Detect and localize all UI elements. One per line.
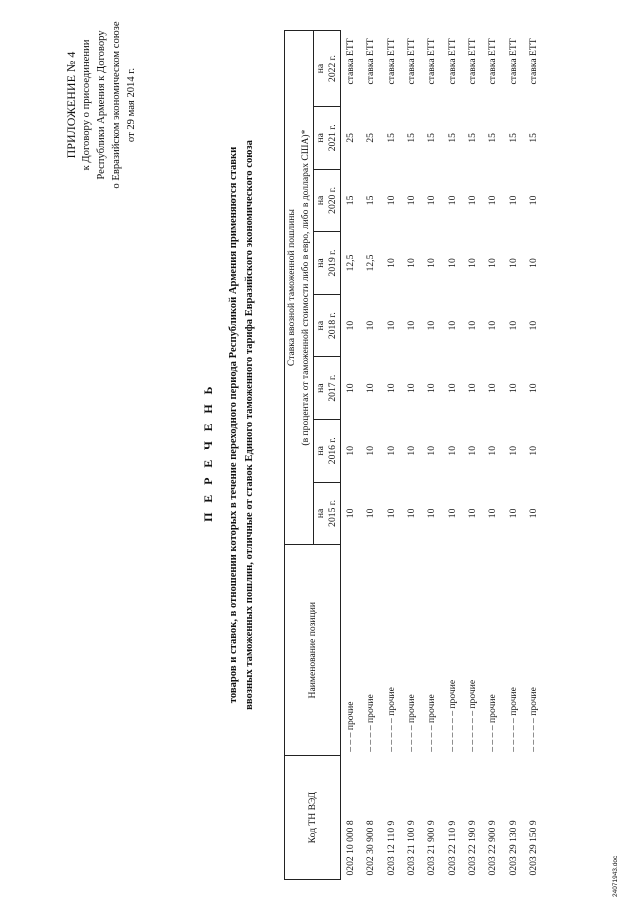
- header-year: [314, 357, 341, 420]
- table-row: [382, 31, 402, 880]
- cell-code: 0203 12 110 9: [385, 820, 397, 876]
- cell-rate: 10: [426, 195, 438, 206]
- cell-name: – – – – – – прочие: [446, 679, 458, 752]
- cell-rate: 10: [487, 446, 499, 456]
- cell-rate: 10: [527, 258, 539, 268]
- cell-rate: 10: [527, 508, 539, 519]
- cell-rate: 10: [487, 383, 499, 393]
- table-row: [503, 31, 523, 880]
- cell-rate: 10: [527, 383, 539, 393]
- appendix-line: о Евразийском экономическом союзе: [111, 21, 122, 189]
- cell-rate: 10: [406, 508, 418, 519]
- cell-rate: 10: [487, 195, 499, 206]
- appendix-title: ПРИЛОЖЕНИЕ № 4: [64, 51, 78, 159]
- header-year-prefix: на: [315, 508, 326, 519]
- cell-rate: 10: [466, 508, 478, 519]
- cell-rate: 10: [466, 320, 478, 331]
- cell-rate: 15: [446, 133, 458, 143]
- cell-rate: 10: [406, 320, 418, 331]
- cell-name: – – – – прочие: [426, 694, 438, 752]
- cell-rate: 15: [507, 133, 519, 143]
- cell-name: – – – – – прочие: [385, 687, 397, 752]
- document-heading: П Е Р Е Ч Е Н Ь: [201, 383, 215, 522]
- header-year: [314, 31, 341, 107]
- cell-rate: ставка ЕТТ: [385, 38, 397, 85]
- cell-rate: 10: [426, 258, 438, 268]
- cell-rate: ставка ЕТТ: [527, 38, 539, 85]
- cell-rate: 25: [365, 133, 377, 143]
- cell-rate: 10: [487, 258, 499, 268]
- cell-code: 0203 22 900 9: [487, 820, 499, 876]
- cell-rate: 15: [406, 133, 418, 143]
- cell-rate: 10: [507, 383, 519, 393]
- header-name: Наименование позиции: [285, 545, 341, 756]
- cell-rate: 15: [426, 133, 438, 143]
- cell-rate: 15: [466, 133, 478, 143]
- cell-rate: 10: [426, 508, 438, 519]
- cell-rate: 10: [466, 383, 478, 393]
- cell-code: 0203 29 150 9: [527, 820, 539, 876]
- cell-rate: 10: [385, 446, 397, 456]
- subheading-line: товаров и ставок, в отношении которых в течение переходного периода Республикой Армения применяются ставки: [228, 146, 239, 704]
- header-year: [314, 294, 341, 357]
- header-rate-units: (в процентах от таможенной стоимости либо в евро, либо в долларах США)*: [299, 31, 314, 545]
- cell-code: 0202 10 000 8: [345, 820, 357, 876]
- header-code: Код ТН ВЭД: [285, 756, 341, 880]
- cell-rate: ставка ЕТТ: [507, 38, 519, 85]
- header-year-prefix: на: [315, 446, 326, 456]
- cell-rate: 10: [345, 383, 357, 393]
- table-row: [442, 31, 462, 880]
- cell-rate: 10: [385, 258, 397, 268]
- header-year-prefix: на: [315, 383, 326, 393]
- header-year-value: 2021 г.: [327, 124, 338, 152]
- header-year: [314, 420, 341, 483]
- cell-code: 0202 30 900 8: [365, 820, 377, 876]
- cell-name: – – – – прочие: [487, 694, 499, 752]
- header-year-prefix: на: [315, 320, 326, 331]
- cell-rate: 12,5: [345, 254, 357, 272]
- cell-rate: ставка ЕТТ: [365, 38, 377, 85]
- cell-rate: 10: [426, 446, 438, 456]
- cell-rate: 10: [507, 446, 519, 456]
- cell-rate: 15: [527, 133, 539, 143]
- header-rate: Ставка ввозной таможенной пошлины: [285, 31, 300, 545]
- tariff-table: [284, 30, 544, 880]
- cell-rate: 10: [406, 258, 418, 268]
- cell-rate: 10: [365, 320, 377, 331]
- cell-rate: 10: [426, 383, 438, 393]
- cell-rate: ставка ЕТТ: [466, 38, 478, 85]
- table-row: [483, 31, 503, 880]
- header-year: [314, 482, 341, 545]
- table-row: [422, 31, 442, 880]
- cell-name: – – – – прочие: [406, 694, 418, 752]
- cell-rate: ставка ЕТТ: [487, 38, 499, 85]
- header-year-value: 2015 г.: [327, 499, 338, 527]
- cell-rate: 15: [487, 133, 499, 143]
- cell-rate: 10: [446, 320, 458, 331]
- cell-rate: 10: [406, 383, 418, 393]
- cell-rate: 10: [466, 258, 478, 268]
- cell-rate: 10: [446, 258, 458, 268]
- cell-code: 0203 21 900 9: [426, 820, 438, 876]
- cell-name: – – – – прочие: [365, 694, 377, 752]
- cell-rate: 25: [345, 133, 357, 143]
- cell-rate: 10: [345, 320, 357, 331]
- cell-rate: 15: [345, 195, 357, 206]
- cell-code: 0203 21 100 9: [406, 820, 418, 876]
- cell-rate: 10: [446, 383, 458, 393]
- cell-rate: 10: [527, 320, 539, 331]
- cell-code: 0203 29 130 9: [507, 820, 519, 876]
- cell-rate: 10: [385, 383, 397, 393]
- header-year: [314, 232, 341, 295]
- header-year-prefix: на: [315, 63, 326, 74]
- header-year-value: 2022 г.: [327, 55, 338, 82]
- cell-rate: 15: [365, 195, 377, 206]
- cell-rate: 10: [365, 508, 377, 519]
- cell-rate: 10: [527, 195, 539, 206]
- cell-rate: 10: [527, 446, 539, 456]
- appendix-line: Республики Армения к Договору: [96, 30, 107, 180]
- header-year: [314, 169, 341, 232]
- header-year-value: 2018 г.: [327, 312, 338, 340]
- cell-rate: 10: [426, 320, 438, 331]
- cell-rate: 10: [345, 446, 357, 456]
- subheading-line: ввозных таможенных пошлин, отличные от ставок Единого таможенного тарифа Евразийского экономического союза: [244, 140, 255, 710]
- cell-rate: 10: [446, 446, 458, 456]
- document-subheading: [226, 45, 258, 805]
- table-row: [524, 31, 544, 880]
- cell-code: 0203 22 190 9: [466, 820, 478, 876]
- cell-rate: 12,5: [365, 254, 377, 272]
- header-year-value: 2019 г.: [327, 249, 338, 277]
- header-year-value: 2016 г.: [327, 437, 338, 465]
- cell-rate: 10: [385, 195, 397, 206]
- table-body: [341, 31, 544, 880]
- cell-rate: 10: [507, 258, 519, 268]
- cell-rate: 10: [466, 446, 478, 456]
- cell-rate: ставка ЕТТ: [345, 38, 357, 85]
- cell-rate: ставка ЕТТ: [406, 38, 418, 85]
- cell-rate: 10: [487, 320, 499, 331]
- header-year-value: 2017 г.: [327, 374, 338, 402]
- cell-rate: 10: [365, 446, 377, 456]
- cell-rate: 10: [365, 383, 377, 393]
- table-row: [341, 31, 362, 880]
- appendix-line: к Договору о присоединении: [81, 39, 92, 171]
- header-year-prefix: на: [315, 133, 326, 143]
- cell-rate: 10: [487, 508, 499, 519]
- cell-rate: 10: [406, 446, 418, 456]
- cell-name: – – – – – прочие: [507, 687, 519, 752]
- appendix-block: [64, 5, 139, 205]
- cell-rate: 10: [446, 195, 458, 206]
- cell-rate: ставка ЕТТ: [446, 38, 458, 85]
- cell-rate: 10: [507, 320, 519, 331]
- header-year-prefix: на: [315, 195, 326, 206]
- cell-rate: 15: [385, 133, 397, 143]
- cell-rate: 10: [385, 508, 397, 519]
- cell-code: 0203 22 110 9: [446, 820, 458, 876]
- header-year-prefix: на: [315, 258, 326, 268]
- cell-rate: 10: [466, 195, 478, 206]
- table-row: [402, 31, 422, 880]
- cell-rate: 10: [446, 508, 458, 519]
- cell-rate: 10: [507, 508, 519, 519]
- appendix-line: от 29 мая 2014 г.: [126, 67, 137, 143]
- cell-rate: ставка ЕТТ: [426, 38, 438, 85]
- cell-name: – – – – – – прочие: [466, 679, 478, 752]
- cell-rate: 10: [345, 508, 357, 519]
- cell-rate: 10: [385, 320, 397, 331]
- cell-rate: 10: [406, 195, 418, 206]
- table-row: [361, 31, 381, 880]
- cell-name: – – – – – прочие: [527, 687, 539, 752]
- cell-rate: 10: [507, 195, 519, 206]
- cell-name: – – – прочие: [345, 701, 357, 752]
- header-year: [314, 107, 341, 170]
- document-id: 24071943.doc: [612, 855, 619, 897]
- table-row: [463, 31, 483, 880]
- header-year-value: 2020 г.: [327, 187, 338, 214]
